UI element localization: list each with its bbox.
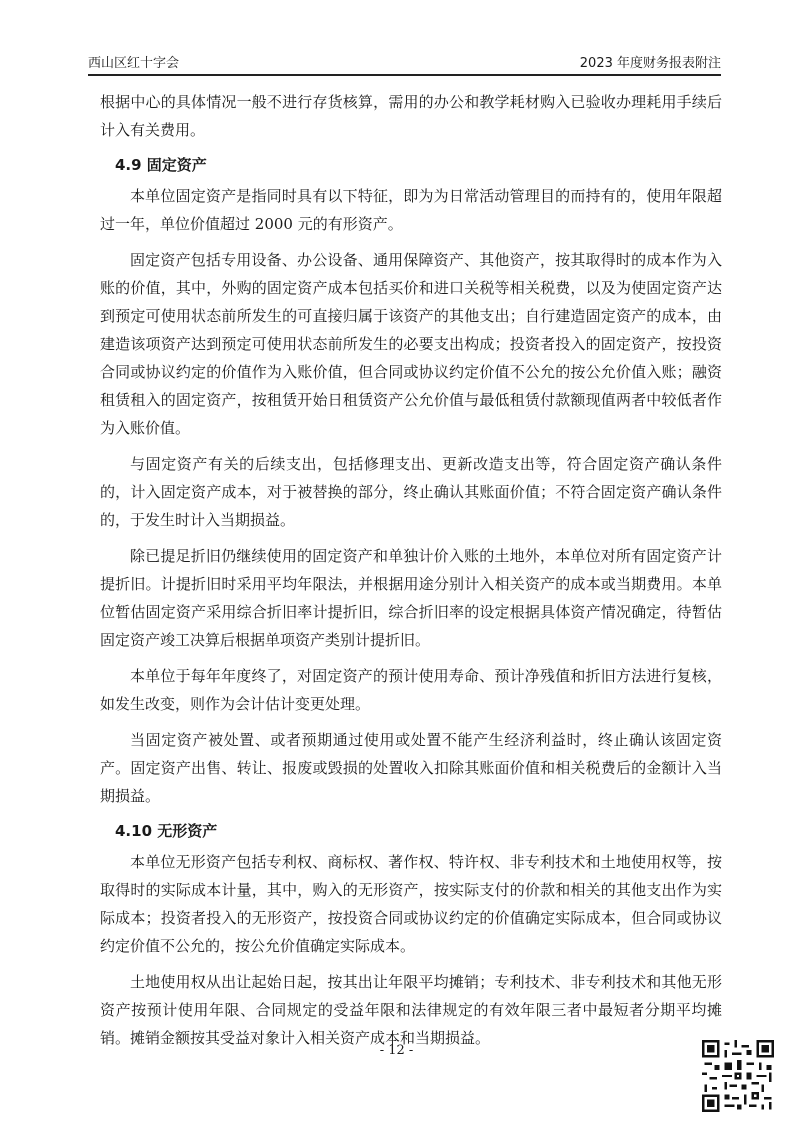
paragraph: 本单位固定资产是指同时具有以下特征，即为为日常活动管理目的而持有的，使用年限超过一年，单位价值超过 2000 元的有形资产。 [100, 187, 722, 233]
document-body [100, 88, 722, 1052]
section-heading-4-10: 4.10 无形资产 [115, 822, 218, 840]
paragraph: 根据中心的具体情况一般不进行存货核算，需用的办公和教学耗材购入已验收办理耗用手续后计入有关费用。 [100, 93, 722, 139]
qr-code-icon [702, 1040, 774, 1112]
paragraph: 固定资产包括专用设备、办公设备、通用保障资产、其他资产，按其取得时的成本作为入账的价值，其中，外购的固定资产成本包括买价和进口关税等相关税费，以及为使固定资产达到预定可使用状态前所发生的可直接归属于该资产的其他支出；自行建造固定资产的成本，由建造该项资产达到预定可使用状态前所发生的必要支出构成；投资者投入的固定资产，按投资合同或协议约定的价值作为入账价值，但合同或协议约定价值不公允的按公允价值入账；融资租赁租入的固定资产，按租赁开始日租赁资产公允价值与最低租赁付款额现值两者中较低者作为入账价值。 [100, 251, 722, 437]
paragraph: 本单位无形资产包括专利权、商标权、著作权、特许权、非专利技术和土地使用权等，按取得时的实际成本计量，其中，购入的无形资产，按实际支付的价款和相关的其他支出作为实际成本；投资者投入的无形资产，按投资合同或协议约定的价值确定实际成本，但合同或协议约定价值不公允的，按公允价值确定实际成本。 [100, 853, 722, 955]
paragraph: 土地使用权从出让起始日起，按其出让年限平均摊销；专利技术、非专利技术和其他无形资产按预计使用年限、合同规定的受益年限和法律规定的有效年限三者中最短者分期平均摊销。摊销金额按其受益对象计入相关资产成本和当期损益。 [100, 973, 722, 1047]
page-header [88, 50, 721, 72]
header-doc-title: 2023 年度财务报表附注 [579, 56, 721, 71]
header-org: 西山区红十字会 [88, 56, 180, 71]
paragraph: 除已提足折旧仍继续使用的固定资产和单独计价入账的土地外，本单位对所有固定资产计提折旧。计提折旧时采用平均年限法，并根据用途分别计入相关资产的成本或当期费用。本单位暂估固定资产采用综合折旧率计提折旧，综合折旧率的设定根据具体资产情况确定，待暂估固定资产竣工决算后根据单项资产类别计提折旧。 [100, 547, 722, 649]
page-number: - 12 - [379, 1043, 414, 1058]
header-rule [88, 74, 721, 76]
paragraph: 当固定资产被处置、或者预期通过使用或处置不能产生经济利益时，终止确认该固定资产。固定资产出售、转让、报废或毁损的处置收入扣除其账面价值和相关税费后的金额计入当期损益。 [100, 731, 722, 805]
section-heading-4-9: 4.9 固定资产 [115, 156, 207, 174]
paragraph: 本单位于每年年度终了，对固定资产的预计使用寿命、预计净残值和折旧方法进行复核，如发生改变，则作为会计估计变更处理。 [100, 667, 722, 713]
paragraph: 与固定资产有关的后续支出，包括修理支出、更新改造支出等，符合固定资产确认条件的，计入固定资产成本，对于被替换的部分，终止确认其账面价值；不符合固定资产确认条件的，于发生时计入当期损益。 [100, 455, 722, 529]
